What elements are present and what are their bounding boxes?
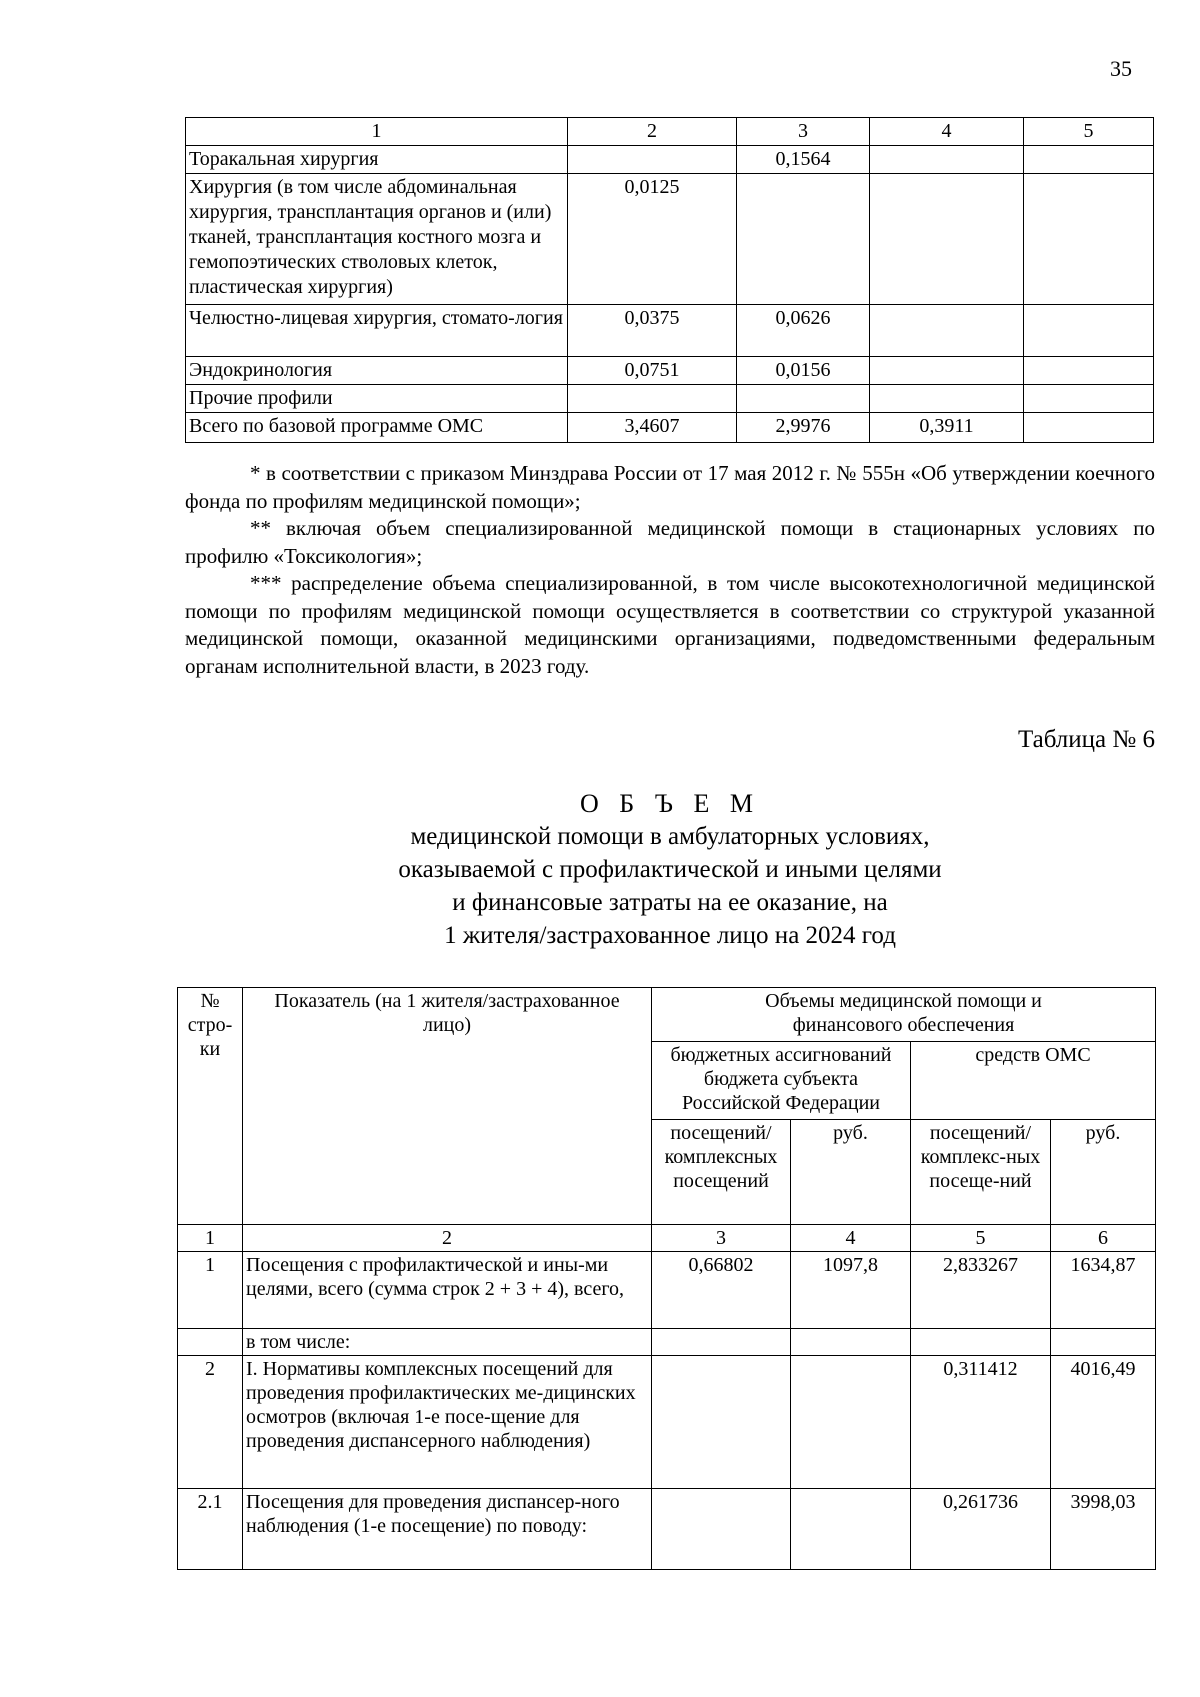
header-indicator: Показатель (на 1 жителя/застрахованное лицо) <box>243 988 652 1225</box>
cell-value <box>1051 1329 1156 1356</box>
cell-value <box>737 174 870 305</box>
cell-value <box>1024 174 1154 305</box>
cell-value <box>870 174 1024 305</box>
cell-value <box>1024 385 1154 413</box>
cell-value: 0,3911 <box>870 413 1024 443</box>
row-label: Посещения с профилактической и ины-ми целями, всего (сумма строк 2 + 3 + 4), всего, <box>243 1252 652 1329</box>
table-5-continued <box>185 117 1154 443</box>
cell-value <box>870 357 1024 385</box>
cell-value: 3998,03 <box>1051 1489 1156 1570</box>
row-number <box>178 1329 243 1356</box>
cell-value <box>791 1489 911 1570</box>
col-num: 1 <box>186 118 568 146</box>
title-heading: О Б Ъ Е М <box>579 789 761 818</box>
table-row <box>178 1252 1156 1329</box>
cell-value: 0,66802 <box>652 1252 791 1329</box>
cell-value <box>568 385 737 413</box>
row-number: 2.1 <box>178 1489 243 1570</box>
footnotes <box>185 460 1155 680</box>
table-row <box>186 385 1154 413</box>
col-num: 4 <box>791 1225 911 1252</box>
col-num: 2 <box>568 118 737 146</box>
cell-value <box>652 1489 791 1570</box>
cell-value <box>737 385 870 413</box>
subtitle-line: и финансовые затраты на ее оказание, на <box>452 889 888 916</box>
table-row <box>178 1329 1156 1356</box>
column-number-row <box>178 1225 1156 1252</box>
cell-value: 0,0626 <box>737 305 870 357</box>
table-row <box>186 146 1154 174</box>
table-row <box>178 1356 1156 1489</box>
table-row <box>186 174 1154 305</box>
header-budget-visits: посещений/ комплексных посещений <box>652 1120 791 1225</box>
cell-value: 2,9976 <box>737 413 870 443</box>
cell-value <box>911 1329 1051 1356</box>
cell-value: 0,0751 <box>568 357 737 385</box>
cell-value <box>870 305 1024 357</box>
cell-value: 0,1564 <box>737 146 870 174</box>
subtitle-line: 1 жителя/застрахованное лицо на 2024 год <box>444 922 896 949</box>
cell-value <box>1024 146 1154 174</box>
cell-value: 2,833267 <box>911 1252 1051 1329</box>
header-volumes: Объемы медицинской помощи и финансового обеспечения <box>652 988 1156 1042</box>
row-label: Посещения для проведения диспансер-ного наблюдения (1-е посещение) по поводу: <box>243 1489 652 1570</box>
row-label: I. Нормативы комплексных посещений для проведения профилактических ме-дицинских осмотров (включая 1-е посе-щение для проведения диспансерного наблюдения) <box>243 1356 652 1489</box>
row-label: Торакальная хирургия <box>186 146 568 174</box>
cell-value <box>791 1329 911 1356</box>
footnote: * в соответствии с приказом Минздрава России от 17 мая 2012 г. № 555н «Об утверждении коечного фонда по профилям медицинской помощи»; <box>185 461 1155 513</box>
row-label: Эндокринология <box>186 357 568 385</box>
table-row <box>186 305 1154 357</box>
subtitle-line: медицинской помощи в амбулаторных условиях, <box>410 823 930 850</box>
cell-value <box>568 146 737 174</box>
cell-value: 0,0125 <box>568 174 737 305</box>
cell-value <box>791 1356 911 1489</box>
page-number: 35 <box>1110 56 1132 81</box>
cell-value: 0,311412 <box>911 1356 1051 1489</box>
cell-value <box>870 146 1024 174</box>
cell-value: 0,261736 <box>911 1489 1051 1570</box>
cell-value <box>870 385 1024 413</box>
col-num: 3 <box>737 118 870 146</box>
cell-value: 3,4607 <box>568 413 737 443</box>
row-label: Всего по базовой программе ОМС <box>186 413 568 443</box>
col-num: 1 <box>178 1225 243 1252</box>
cell-value: 4016,49 <box>1051 1356 1156 1489</box>
cell-value <box>652 1329 791 1356</box>
col-num: 5 <box>1024 118 1154 146</box>
cell-value: 0,0156 <box>737 357 870 385</box>
table-6 <box>177 987 1156 1570</box>
col-num: 6 <box>1051 1225 1156 1252</box>
cell-value: 1097,8 <box>791 1252 911 1329</box>
row-number: 2 <box>178 1356 243 1489</box>
table-label: Таблица № 6 <box>1017 726 1155 753</box>
col-num: 5 <box>911 1225 1051 1252</box>
cell-value <box>1024 413 1154 443</box>
column-number-row <box>186 118 1154 146</box>
subtitle-line: оказываемой с профилактической и иными целями <box>398 856 942 883</box>
cell-value <box>1024 357 1154 385</box>
header-row-no: № стро-ки <box>178 988 243 1225</box>
col-num: 2 <box>243 1225 652 1252</box>
table-row <box>186 413 1154 443</box>
footnote: *** распределение объема специализированной, в том числе высокотехнологичной медицинской помощи по профилям медицинской помощи осуществляется в соответствии со структурой указанной медицинской помощи, оказанной медицинскими организациями, подведомственными федеральным органам исполнительной власти, в 2023 году. <box>185 571 1155 678</box>
header-budget: бюджетных ассигнований бюджета субъекта Российской Федерации <box>652 1042 911 1120</box>
header-oms-visits: посещений/ комплекс-ных посеще-ний <box>911 1120 1051 1225</box>
cell-value <box>652 1356 791 1489</box>
cell-value: 0,0375 <box>568 305 737 357</box>
row-label: Челюстно-лицевая хирургия, стомато-логия <box>186 305 568 357</box>
cell-value: 1634,87 <box>1051 1252 1156 1329</box>
table-row <box>178 1489 1156 1570</box>
col-num: 3 <box>652 1225 791 1252</box>
footnote: ** включая объем специализированной медицинской помощи в стационарных условиях по профилю «Токсикология»; <box>185 516 1155 568</box>
header-oms: средств ОМС <box>911 1042 1156 1120</box>
row-label: в том числе: <box>243 1329 652 1356</box>
header-oms-rub: руб. <box>1051 1120 1156 1225</box>
cell-value <box>1024 305 1154 357</box>
row-number: 1 <box>178 1252 243 1329</box>
row-label: Хирургия (в том числе абдоминальная хирургия, трансплантация органов и (или) тканей, трансплантация костного мозга и гемопоэтических стволовых клеток, пластическая хирургия) <box>186 174 568 305</box>
table-row <box>186 357 1154 385</box>
table-title <box>185 787 1155 952</box>
row-label: Прочие профили <box>186 385 568 413</box>
header-budget-rub: руб. <box>791 1120 911 1225</box>
col-num: 4 <box>870 118 1024 146</box>
